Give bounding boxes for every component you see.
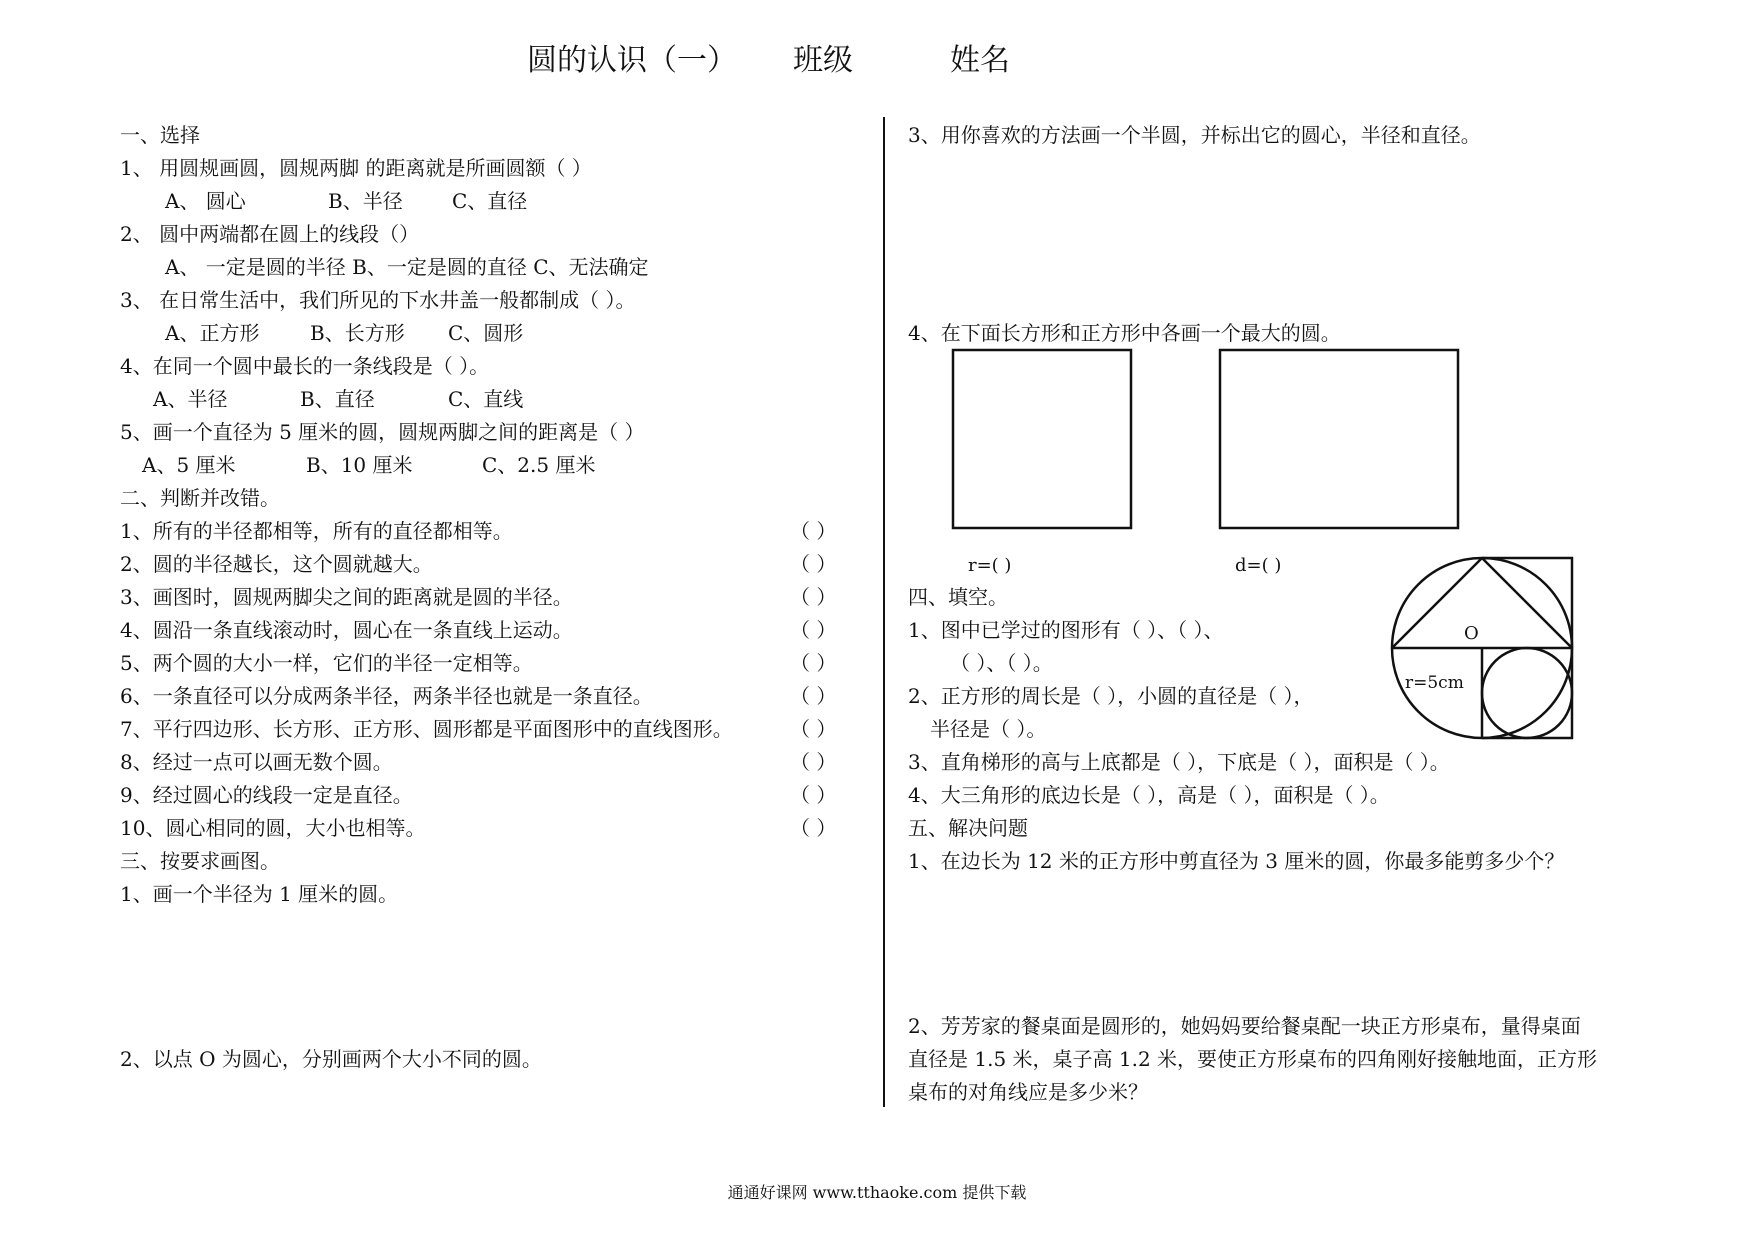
section-2-heading: 二、判断并改错。 [120, 486, 280, 510]
diameter-answer-label: d=( ) [1235, 555, 1282, 576]
radius-answer-label: r=( ) [968, 555, 1012, 576]
draw-q4: 4、在下面长方形和正方形中各画一个最大的圆。 [908, 321, 1341, 345]
judge-item-4: 4、圆沿一条直线滚动时，圆心在一条直线上运动。 [120, 618, 573, 642]
choice-q5-a: A、5 厘米 [142, 453, 236, 477]
choice-q3: 3、 在日常生活中，我们所见的下水井盖一般都制成（ ）。 [120, 288, 636, 312]
choice-q2-options: A、 一定是圆的半径 B、一定是圆的直径 C、无法确定 [165, 255, 649, 279]
choice-q5-c: C、2.5 厘米 [482, 453, 596, 477]
choice-q3-c: C、圆形 [448, 321, 524, 345]
choice-q5-b: B、10 厘米 [306, 453, 413, 477]
judge-item-3: 3、画图时，圆规两脚尖之间的距离就是圆的半径。 [120, 585, 573, 609]
section-5-heading: 五、解决问题 [908, 816, 1028, 840]
choice-q2: 2、 圆中两端都在圆上的线段（） [120, 222, 420, 246]
judge-paren-8: （ ） [790, 750, 837, 774]
name-label: 姓名 [950, 43, 1010, 78]
judge-paren-6: （ ） [790, 684, 837, 708]
judge-item-6: 6、一条直径可以分成两条半径，两条半径也就是一条直径。 [120, 684, 653, 708]
judge-item-10: 10、圆心相同的圆，大小也相等。 [120, 816, 426, 840]
section-4-heading: 四、填空。 [908, 585, 1008, 609]
solve-q2-line3: 桌布的对角线应是多少米？ [908, 1080, 1148, 1104]
radius-value-label: r=5cm [1405, 673, 1464, 693]
choice-q4-c: C、直线 [448, 387, 524, 411]
judge-item-8: 8、经过一点可以画无数个圆。 [120, 750, 393, 774]
judge-paren-3: （ ） [790, 585, 837, 609]
judge-paren-10: （ ） [790, 816, 837, 840]
judge-paren-9: （ ） [790, 783, 837, 807]
choice-q3-a: A、正方形 [165, 321, 260, 345]
judge-item-7: 7、平行四边形、长方形、正方形、圆形都是平面图形中的直线图形。 [120, 717, 733, 741]
judge-paren-1: （ ） [790, 519, 837, 543]
class-label: 班级 [793, 43, 853, 78]
judge-item-2: 2、圆的半径越长，这个圆就越大。 [120, 552, 433, 576]
judge-item-9: 9、经过圆心的线段一定是直径。 [120, 783, 413, 807]
fill-q2-line1: 2、正方形的周长是（ ），小圆的直径是（ ）， [908, 684, 1314, 708]
fill-q1-line2: （ ）、（ ）。 [950, 651, 1053, 675]
choice-q1-c: C、直径 [452, 189, 528, 213]
solve-q2-line1: 2、芳芳家的餐桌面是圆形的，她妈妈要给餐桌配一块正方形桌布，量得桌面 [908, 1014, 1581, 1038]
fill-q2-line2: 半径是（ ）。 [930, 717, 1047, 741]
page-title: 圆的认识（一） [527, 43, 737, 78]
choice-q1: 1、 用圆规画圆，圆规两脚 的距离就是所画圆额（ ） [120, 156, 592, 180]
judge-paren-2: （ ） [790, 552, 837, 576]
choice-q1-b: B、半径 [328, 189, 403, 213]
choice-q4: 4、在同一个圆中最长的一条线段是（ ）。 [120, 354, 490, 378]
section-3-heading: 三、按要求画图。 [120, 849, 280, 873]
geometry-figure [1392, 558, 1572, 738]
section-1-heading: 一、选择 [120, 123, 200, 147]
judge-item-5: 5、两个圆的大小一样，它们的半径一定相等。 [120, 651, 533, 675]
solve-q2-line2: 直径是 1.5 米，桌子高 1.2 米，要使正方形桌布的四角刚好接触地面，正方形 [908, 1047, 1598, 1071]
center-o-label: O [1464, 623, 1479, 644]
choice-q1-a: A、 圆心 [165, 189, 246, 213]
choice-q4-b: B、直径 [300, 387, 375, 411]
choice-q4-a: A、半径 [153, 387, 228, 411]
rectangle-box [1220, 350, 1458, 528]
draw-q1: 1、画一个半径为 1 厘米的圆。 [120, 882, 399, 906]
fill-q1-line1: 1、图中已学过的图形有（ ）、（ ）、 [908, 618, 1224, 642]
judge-paren-7: （ ） [790, 717, 837, 741]
judge-item-1: 1、所有的半径都相等，所有的直径都相等。 [120, 519, 513, 543]
fill-q4: 4、大三角形的底边长是（ ），高是（ ），面积是（ ）。 [908, 783, 1390, 807]
fill-q3: 3、直角梯形的高与上底都是（ ），下底是（ ），面积是（ ）。 [908, 750, 1450, 774]
choice-q3-b: B、长方形 [310, 321, 405, 345]
solve-q1: 1、在边长为 12 米的正方形中剪直径为 3 厘米的圆，你最多能剪多少个？ [908, 849, 1565, 873]
footer-credit: 通通好课网 www.tthaoke.com 提供下载 [727, 1183, 1027, 1202]
judge-paren-4: （ ） [790, 618, 837, 642]
square-box [953, 350, 1131, 528]
draw-q2: 2、以点 O 为圆心，分别画两个大小不同的圆。 [120, 1047, 542, 1071]
draw-q3: 3、用你喜欢的方法画一个半圆，并标出它的圆心，半径和直径。 [908, 123, 1481, 147]
choice-q5: 5、画一个直径为 5 厘米的圆，圆规两脚之间的距离是（ ） [120, 420, 645, 444]
judge-paren-5: （ ） [790, 651, 837, 675]
